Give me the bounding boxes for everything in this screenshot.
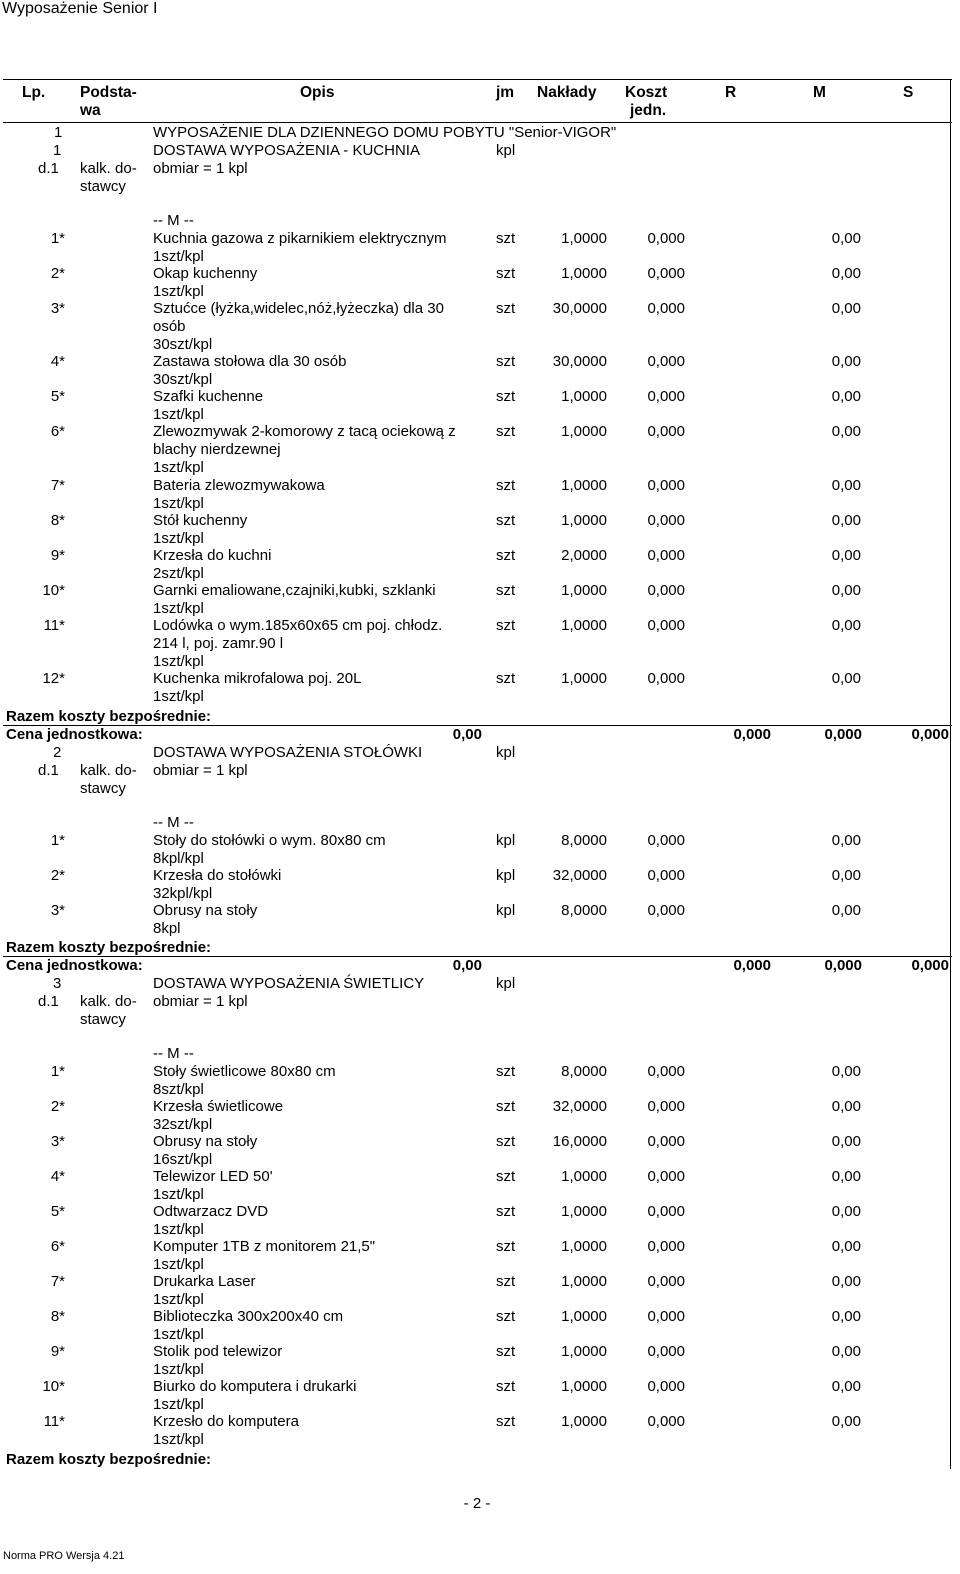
item-description: Lodówka o wym.185x60x65 cm poj. chłodz. [153,617,443,634]
section-unit: kpl [496,142,516,159]
item-m-value: 0,00 [831,902,861,919]
item-m-value: 0,00 [831,670,861,687]
item-description: Stół kuchenny [153,512,248,529]
item-lp: 1* [50,1063,65,1080]
col-header-s: S [903,84,914,101]
item-description: Drukarka Laser [153,1273,256,1290]
item-description: Sztućce (łyżka,widelec,nóż,łyżeczka) dla 30 [153,300,444,317]
section-sub: d.1 [38,993,59,1010]
item-unit: szt [496,1133,516,1150]
item-naklady: 1,0000 [561,388,607,405]
item-description: Zastawa stołowa dla 30 osób [153,353,347,370]
item-m-value: 0,00 [831,1343,861,1360]
col-header-naklady: Nakłady [537,84,597,101]
section-unit: kpl [496,975,516,992]
item-quantity-ratio: 1szt/kpl [153,248,204,265]
item-quantity-ratio: 1szt/kpl [153,1221,204,1238]
item-m-value: 0,00 [831,1098,861,1115]
item-description: Stoły świetlicowe 80x80 cm [153,1063,336,1080]
section-title: DOSTAWA WYPOSAŻENIA ŚWIETLICY [153,975,425,992]
item-naklady: 1,0000 [561,582,607,599]
item-quantity-ratio: 1szt/kpl [153,1326,204,1343]
item-koszt: 0,000 [647,423,685,440]
item-lp: 5* [50,1203,65,1220]
section-title: DOSTAWA WYPOSAŻENIA - KUCHNIA [153,142,420,159]
item-lp: 4* [50,1168,65,1185]
section-sub: d.1 [38,160,59,177]
item-description: Obrusy na stoły [153,1133,258,1150]
item-unit: szt [496,547,516,564]
col-header-r: R [725,84,737,101]
m-marker: -- M -- [153,814,194,831]
summary-m: 0,000 [824,726,862,743]
item-quantity-ratio: 1szt/kpl [153,459,204,476]
item-lp: 6* [50,1238,65,1255]
item-m-value: 0,00 [831,512,861,529]
section-number: 1 [53,142,62,159]
item-koszt: 0,000 [647,230,685,247]
item-m-value: 0,00 [831,423,861,440]
item-quantity-ratio: 1szt/kpl [153,283,204,300]
item-lp: 10* [42,1378,65,1395]
item-description: Krzesła do kuchni [153,547,272,564]
item-lp: 8* [50,1308,65,1325]
item-unit: szt [496,617,516,634]
item-unit: szt [496,582,516,599]
item-koszt: 0,000 [647,388,685,405]
item-naklady: 30,0000 [552,300,607,317]
razem-label: Razem koszty bezpośrednie: [6,939,212,956]
item-m-value: 0,00 [831,1308,861,1325]
section-title: DOSTAWA WYPOSAŻENIA STOŁÓWKI [153,744,423,761]
item-naklady: 16,0000 [552,1133,607,1150]
item-lp: 5* [50,388,65,405]
item-naklady: 32,0000 [552,1098,607,1115]
item-unit: szt [496,1168,516,1185]
item-description: Kuchenka mikrofalowa poj. 20L [153,670,362,687]
item-m-value: 0,00 [831,353,861,370]
item-koszt: 0,000 [647,617,685,634]
item-description: Biblioteczka 300x200x40 cm [153,1308,344,1325]
item-naklady: 8,0000 [561,832,607,849]
item-lp: 7* [50,1273,65,1290]
item-quantity-ratio: 32szt/kpl [153,1116,213,1133]
item-m-value: 0,00 [831,1413,861,1430]
razem-label: Razem koszty bezpośrednie: [6,1451,212,1468]
header-bottom-border [3,122,952,123]
item-lp: 4* [50,353,65,370]
item-quantity-ratio: 1szt/kpl [153,1186,204,1203]
summary-separator [3,725,952,726]
item-lp: 8* [50,512,65,529]
item-quantity-ratio: 8kpl/kpl [153,850,204,867]
item-koszt: 0,000 [647,832,685,849]
item-unit: szt [496,353,516,370]
item-unit: szt [496,300,516,317]
chapter-number: 1 [54,124,63,141]
summary-s: 0,000 [911,957,949,974]
summary-separator [3,956,952,957]
section-number: 2 [53,744,62,761]
item-naklady: 1,0000 [561,1413,607,1430]
section-basis-2: stawcy [80,178,126,195]
section-obmiar: obmiar = 1 kpl [153,160,248,177]
item-m-value: 0,00 [831,477,861,494]
item-quantity-ratio: 8szt/kpl [153,1081,204,1098]
item-koszt: 0,000 [647,512,685,529]
footer-version: Norma PRO Wersja 4.21 [3,1550,125,1562]
section-sub: d.1 [38,762,59,779]
item-quantity-ratio: 1szt/kpl [153,1256,204,1273]
item-quantity-ratio: 1szt/kpl [153,1431,204,1448]
item-lp: 1* [50,230,65,247]
item-quantity-ratio: 1szt/kpl [153,530,204,547]
item-koszt: 0,000 [647,670,685,687]
item-unit: kpl [496,902,516,919]
item-description: Zlewozmywak 2-komorowy z tacą ociekową z [153,423,456,440]
item-quantity-ratio: 1szt/kpl [153,1361,204,1378]
item-unit: kpl [496,832,516,849]
item-description: Krzesła świetlicowe [153,1098,284,1115]
col-header-m: M [813,84,826,101]
item-lp: 7* [50,477,65,494]
item-m-value: 0,00 [831,1168,861,1185]
col-header-koszt-2: jedn. [630,102,667,119]
item-m-value: 0,00 [831,300,861,317]
item-unit: szt [496,388,516,405]
item-naklady: 2,0000 [561,547,607,564]
item-m-value: 0,00 [831,1063,861,1080]
col-header-lp: Lp. [22,84,46,101]
item-m-value: 0,00 [831,388,861,405]
item-naklady: 1,0000 [561,1273,607,1290]
item-unit: szt [496,1063,516,1080]
item-m-value: 0,00 [831,582,861,599]
item-description: Odtwarzacz DVD [153,1203,269,1220]
item-unit: szt [496,1378,516,1395]
item-description: Kuchnia gazowa z pikarnikiem elektrycznym [153,230,447,247]
section-basis-2: stawcy [80,1011,126,1028]
item-description: Garnki emaliowane,czajniki,kubki, szklanki [153,582,436,599]
item-lp: 11* [43,1413,65,1430]
item-koszt: 0,000 [647,1413,685,1430]
item-koszt: 0,000 [647,1098,685,1115]
item-description: blachy nierdzewnej [153,441,281,458]
item-koszt: 0,000 [647,582,685,599]
item-koszt: 0,000 [647,1343,685,1360]
item-description: Komputer 1TB z monitorem 21,5" [153,1238,376,1255]
item-quantity-ratio: 1szt/kpl [153,600,204,617]
item-koszt: 0,000 [647,1273,685,1290]
chapter-title: WYPOSAŻENIE DLA DZIENNEGO DOMU POBYTU "Senior-VIGOR" [153,124,617,141]
item-naklady: 1,0000 [561,512,607,529]
item-quantity-ratio: 1szt/kpl [153,1291,204,1308]
item-naklady: 1,0000 [561,1168,607,1185]
item-koszt: 0,000 [647,1168,685,1185]
item-unit: szt [496,512,516,529]
item-koszt: 0,000 [647,1378,685,1395]
item-description: Obrusy na stoły [153,902,258,919]
col-header-opis: Opis [300,84,335,101]
summary-m: 0,000 [824,957,862,974]
item-quantity-ratio: 30szt/kpl [153,371,213,388]
item-m-value: 0,00 [831,265,861,282]
item-lp: 3* [50,300,65,317]
item-naklady: 1,0000 [561,265,607,282]
cena-label: Cena jednostkowa: [6,726,143,743]
item-lp: 10* [42,582,65,599]
summary-r: 0,000 [733,957,771,974]
item-lp: 3* [50,1133,65,1150]
item-koszt: 0,000 [647,1203,685,1220]
section-basis-1: kalk. do- [80,993,137,1010]
item-unit: szt [496,1203,516,1220]
item-quantity-ratio: 1szt/kpl [153,688,204,705]
item-description: Okap kuchenny [153,265,258,282]
item-unit: szt [496,423,516,440]
item-lp: 9* [50,1343,65,1360]
item-lp: 9* [50,547,65,564]
item-m-value: 0,00 [831,1133,861,1150]
item-description: Stolik pod telewizor [153,1343,283,1360]
item-naklady: 1,0000 [561,1308,607,1325]
item-unit: szt [496,1238,516,1255]
item-koszt: 0,000 [647,547,685,564]
section-number: 3 [53,975,62,992]
col-header-podstawa-2: wa [80,102,101,119]
item-m-value: 0,00 [831,1238,861,1255]
item-lp: 2* [50,265,65,282]
item-quantity-ratio: 8kpl [153,920,181,937]
item-unit: szt [496,670,516,687]
item-naklady: 1,0000 [561,670,607,687]
table-top-border [3,79,952,80]
item-description: Krzesło do komputera [153,1413,299,1430]
cena-label: Cena jednostkowa: [6,957,143,974]
item-koszt: 0,000 [647,1133,685,1150]
item-koszt: 0,000 [647,265,685,282]
item-koszt: 0,000 [647,353,685,370]
item-unit: szt [496,1308,516,1325]
item-koszt: 0,000 [647,300,685,317]
item-naklady: 1,0000 [561,230,607,247]
item-unit: szt [496,230,516,247]
item-unit: szt [496,477,516,494]
item-naklady: 1,0000 [561,617,607,634]
cena-value: 0,00 [452,726,482,743]
item-naklady: 1,0000 [561,1203,607,1220]
item-lp: 2* [50,1098,65,1115]
section-basis-1: kalk. do- [80,762,137,779]
item-description: Biurko do komputera i drukarki [153,1378,357,1395]
document-title: Wyposażenie Senior I [2,0,158,17]
item-lp: 3* [50,902,65,919]
item-description: Stoły do stołówki o wym. 80x80 cm [153,832,386,849]
table-right-border [950,79,951,1469]
item-quantity-ratio: 1szt/kpl [153,1396,204,1413]
col-header-koszt-1: Koszt [625,84,668,101]
item-koszt: 0,000 [647,867,685,884]
item-quantity-ratio: 32kpl/kpl [153,885,213,902]
section-basis-2: stawcy [80,780,126,797]
item-naklady: 8,0000 [561,1063,607,1080]
item-naklady: 1,0000 [561,477,607,494]
item-lp: 1* [50,832,65,849]
section-basis-1: kalk. do- [80,160,137,177]
summary-s: 0,000 [911,726,949,743]
item-koszt: 0,000 [647,1063,685,1080]
razem-label: Razem koszty bezpośrednie: [6,708,212,725]
item-m-value: 0,00 [831,832,861,849]
item-m-value: 0,00 [831,617,861,634]
item-description: 214 l, poj. zamr.90 l [153,635,284,652]
item-unit: szt [496,1343,516,1360]
item-naklady: 8,0000 [561,902,607,919]
item-description: Szafki kuchenne [153,388,264,405]
item-koszt: 0,000 [647,1238,685,1255]
item-naklady: 1,0000 [561,1238,607,1255]
item-quantity-ratio: 2szt/kpl [153,565,204,582]
item-quantity-ratio: 16szt/kpl [153,1151,213,1168]
item-m-value: 0,00 [831,230,861,247]
item-naklady: 1,0000 [561,423,607,440]
item-lp: 11* [43,617,65,634]
page-number: - 2 - [463,1495,491,1512]
col-header-jm: jm [496,84,515,101]
item-unit: szt [496,1413,516,1430]
section-obmiar: obmiar = 1 kpl [153,993,248,1010]
item-m-value: 0,00 [831,1203,861,1220]
item-koszt: 0,000 [647,477,685,494]
item-koszt: 0,000 [647,1308,685,1325]
cena-value: 0,00 [452,957,482,974]
item-quantity-ratio: 1szt/kpl [153,653,204,670]
item-description: Krzesła do stołówki [153,867,282,884]
item-quantity-ratio: 30szt/kpl [153,336,213,353]
item-m-value: 0,00 [831,1378,861,1395]
item-unit: kpl [496,867,516,884]
item-naklady: 32,0000 [552,867,607,884]
item-koszt: 0,000 [647,902,685,919]
m-marker: -- M -- [153,212,194,229]
summary-r: 0,000 [733,726,771,743]
item-unit: szt [496,1098,516,1115]
item-lp: 2* [50,867,65,884]
item-description: osób [153,318,186,335]
item-description: Bateria zlewozmywakowa [153,477,325,494]
item-m-value: 0,00 [831,1273,861,1290]
item-description: Telewizor LED 50' [153,1168,273,1185]
item-lp: 12* [42,670,65,687]
item-quantity-ratio: 1szt/kpl [153,495,204,512]
item-unit: szt [496,1273,516,1290]
col-header-podstawa-1: Podsta- [80,84,137,101]
item-m-value: 0,00 [831,867,861,884]
item-quantity-ratio: 1szt/kpl [153,406,204,423]
item-lp: 6* [50,423,65,440]
item-m-value: 0,00 [831,547,861,564]
item-naklady: 1,0000 [561,1343,607,1360]
item-naklady: 30,0000 [552,353,607,370]
item-unit: szt [496,265,516,282]
section-obmiar: obmiar = 1 kpl [153,762,248,779]
item-naklady: 1,0000 [561,1378,607,1395]
section-unit: kpl [496,744,516,761]
m-marker: -- M -- [153,1045,194,1062]
